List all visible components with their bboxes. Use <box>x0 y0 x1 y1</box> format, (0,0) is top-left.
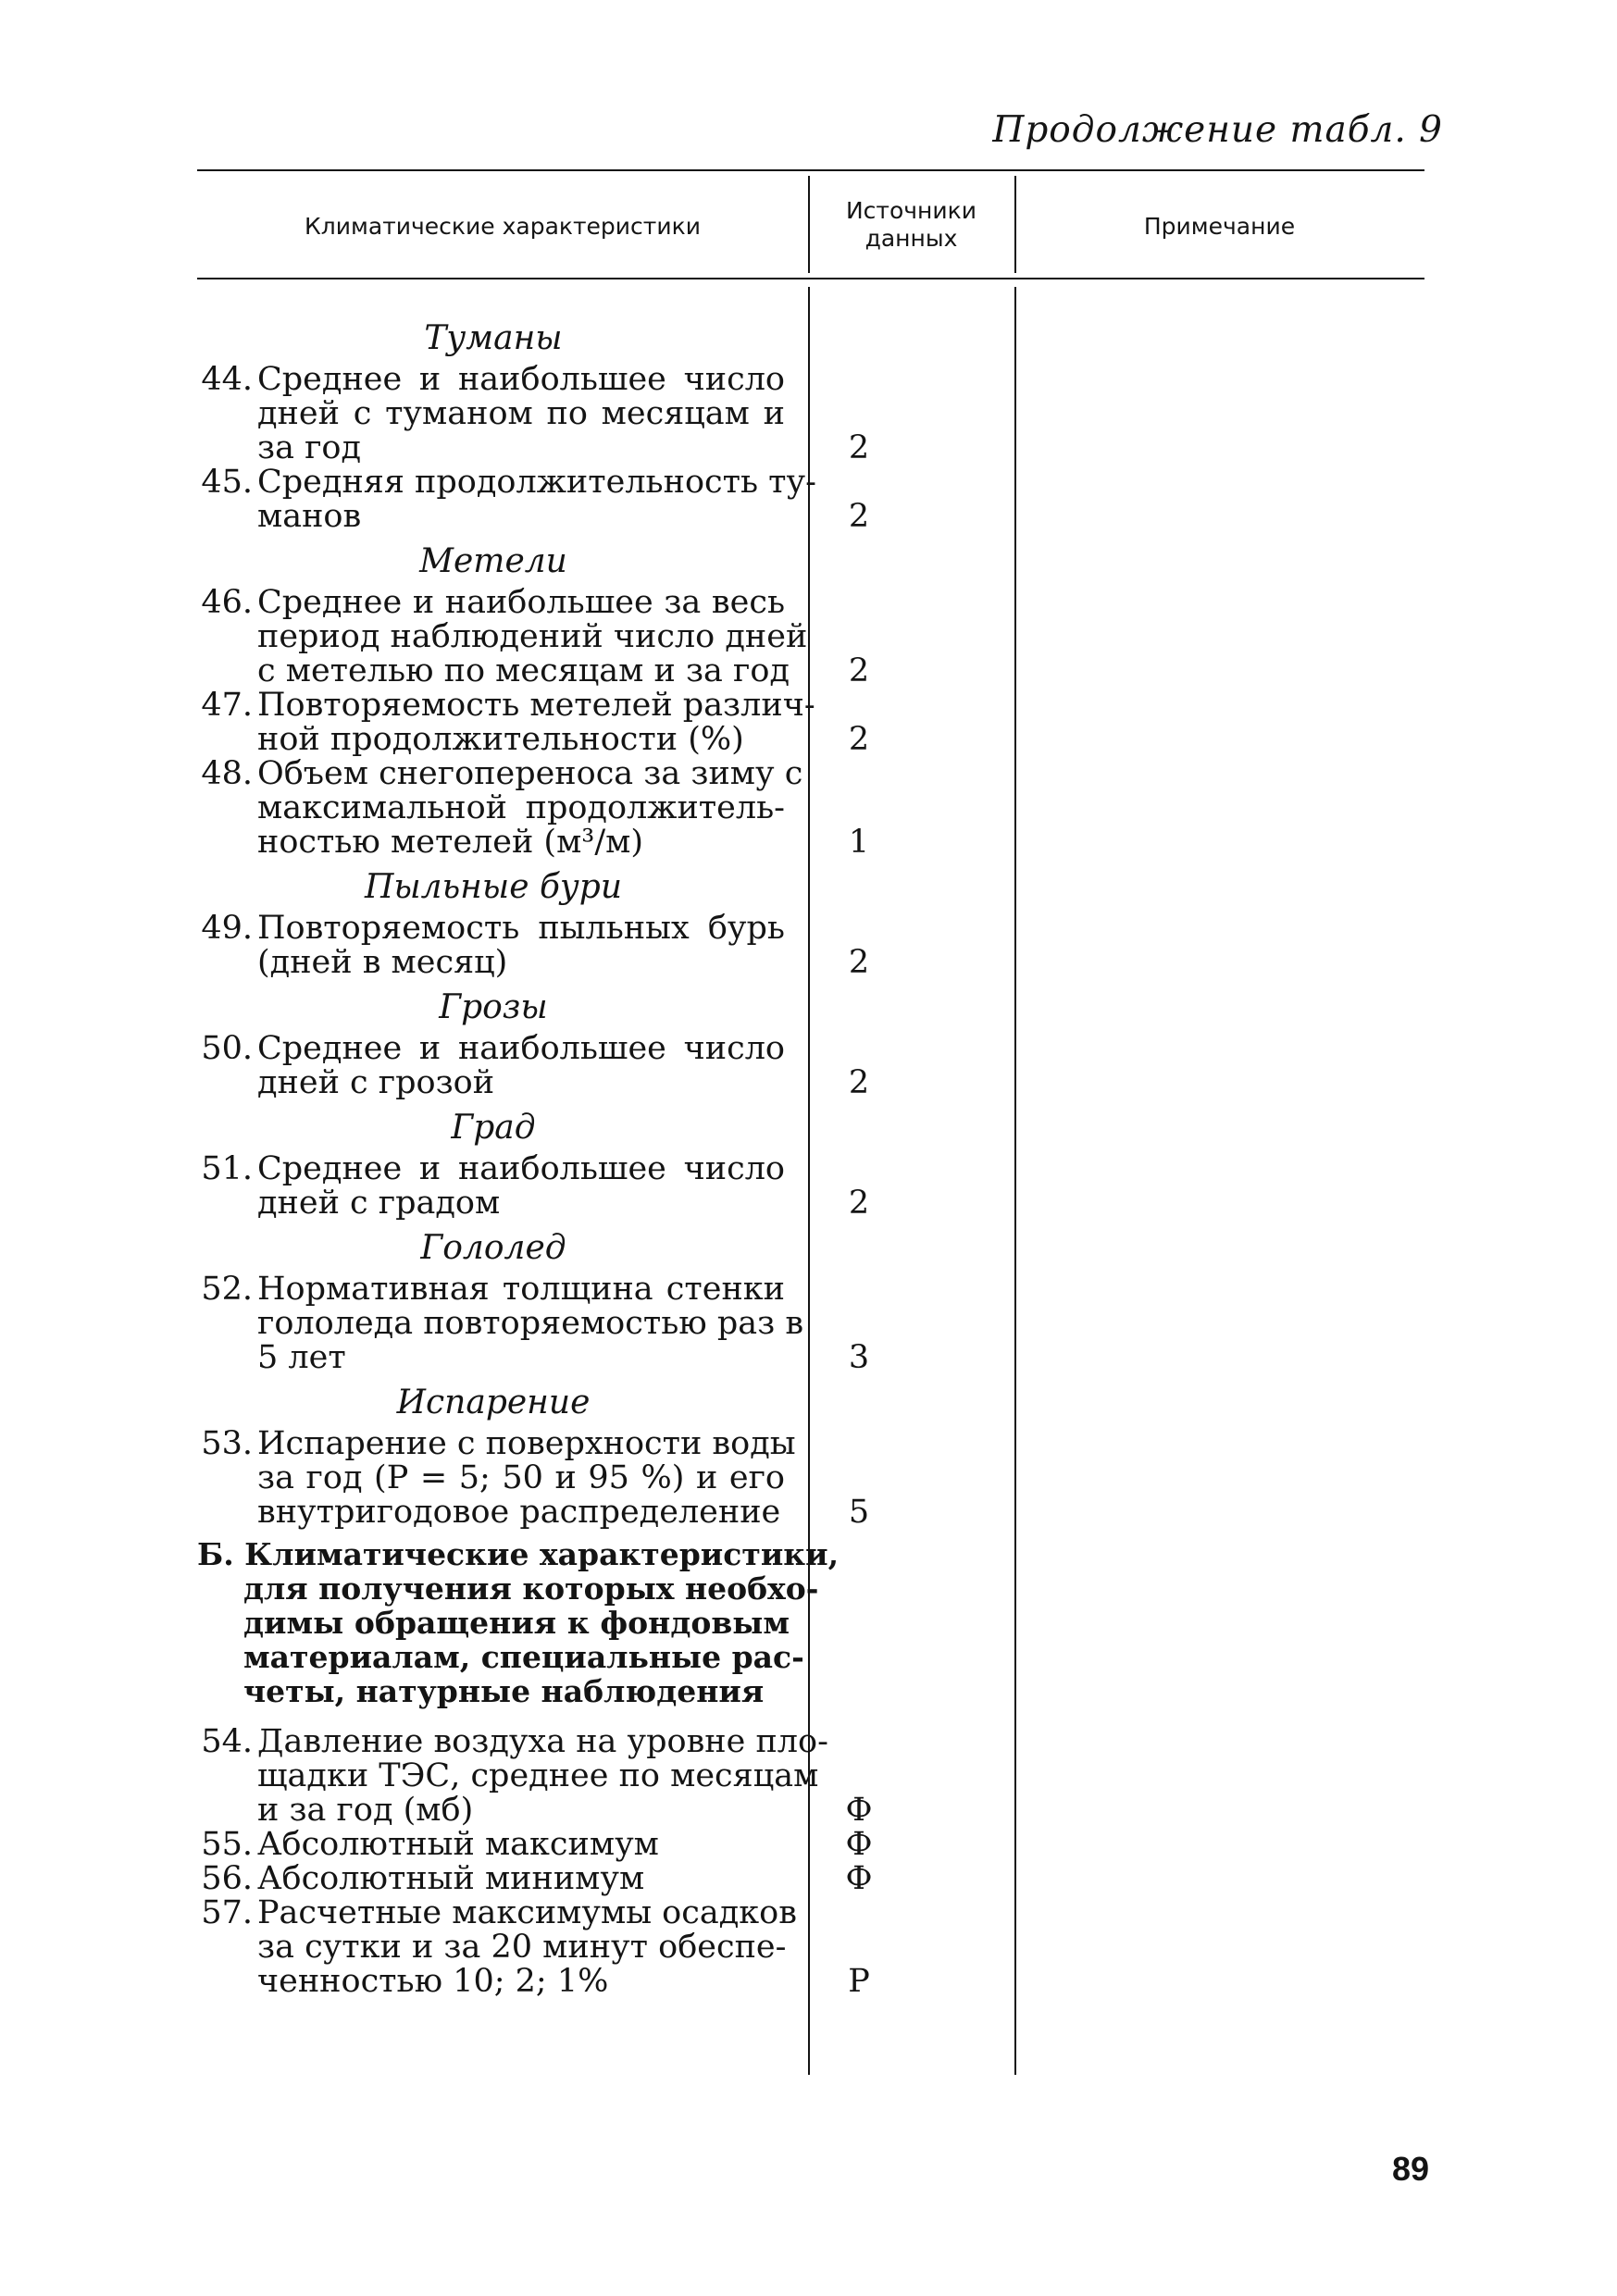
row-text <box>257 1862 785 1896</box>
row-source: Ф <box>845 1792 873 1829</box>
row-text-line: период наблюдений число дней <box>257 618 808 655</box>
table-row <box>197 757 1424 860</box>
table-row <box>197 1828 1424 1862</box>
row-text-line: Давление воздуха на уровне пло- <box>257 1723 828 1760</box>
row-source: Ф <box>845 1826 873 1863</box>
section-title-blizzards: Метели <box>419 542 567 580</box>
section-title-evaporation: Испарение <box>396 1384 591 1421</box>
row-text-line: (дней в месяц) <box>257 944 508 981</box>
header-data-sources <box>808 197 1014 253</box>
row-source: 5 <box>848 1494 870 1531</box>
table-row <box>197 465 1424 534</box>
row-text <box>257 464 816 535</box>
row-text-line: максимальной продолжитель- <box>257 789 785 826</box>
section-b-line: материалам, специальные рас- <box>243 1639 804 1675</box>
row-source: 2 <box>848 498 870 535</box>
section-b-line: для получения которых необхо- <box>243 1570 819 1607</box>
row-number: 46. <box>201 584 253 621</box>
page-number: 89 <box>1391 2150 1429 2188</box>
row-source: 2 <box>848 721 870 758</box>
row-text <box>257 1425 796 1531</box>
row-text <box>257 912 785 980</box>
row-text-line: Средняя продолжительность ту- <box>257 464 816 501</box>
row-text <box>257 1828 785 1862</box>
row-source: 2 <box>848 944 870 981</box>
row-text-line: Абсолютный минимум <box>257 1860 645 1897</box>
table-body <box>197 311 1424 1999</box>
section-title-hail: Град <box>451 1109 536 1147</box>
row-text <box>257 1032 785 1100</box>
row-text-line: ностью метелей (м³/м) <box>257 824 644 861</box>
row-number: 49. <box>201 910 253 947</box>
row-text <box>257 1723 828 1829</box>
table-row <box>197 1032 1424 1100</box>
header-climatic-characteristics: Климатические характеристики <box>305 213 701 240</box>
section-b-heading <box>197 1536 840 1709</box>
table-row <box>197 1427 1424 1530</box>
row-text <box>257 1152 785 1221</box>
row-text-line: Повторяемость пыльных бурь <box>257 910 785 947</box>
row-text-line: дней с грозой <box>257 1064 495 1101</box>
row-text-line: за год <box>257 429 362 466</box>
row-text <box>257 687 815 758</box>
section-b-line: димы обращения к фондовым <box>243 1605 790 1641</box>
row-text-line: Расчетные максимумы осадков <box>257 1894 797 1931</box>
table-top-rule <box>197 169 1424 171</box>
row-text <box>257 363 785 465</box>
row-text-line: манов <box>257 498 362 535</box>
row-text <box>257 1894 797 2000</box>
row-text-line: ченностью 10; 2; 1% <box>257 1963 609 2000</box>
row-text-line: за сутки и за 20 минут обеспе- <box>257 1929 787 1966</box>
row-source: Р <box>848 1963 870 2000</box>
row-text-line: Повторяемость метелей различ- <box>257 687 815 724</box>
table-row <box>197 1272 1424 1375</box>
row-text-line: гололеда повторяемостью раз в <box>257 1305 804 1342</box>
row-source: Ф <box>845 1860 873 1897</box>
row-text <box>257 1271 804 1376</box>
row-text <box>257 755 803 861</box>
row-source: 2 <box>848 652 870 689</box>
row-source: 1 <box>848 824 870 861</box>
row-source: 2 <box>848 1064 870 1101</box>
table-row <box>197 363 1424 465</box>
row-number: 52. <box>201 1271 253 1308</box>
row-text-line: Среднее и наибольшее число <box>257 1030 785 1067</box>
row-text-line: Объем снегопереноса за зиму с <box>257 755 803 792</box>
table-row <box>197 1725 1424 1828</box>
table-header-rule <box>197 278 1424 279</box>
row-number: 53. <box>201 1425 253 1462</box>
section-title-fog: Туманы <box>424 319 563 357</box>
row-source: 2 <box>848 429 870 466</box>
row-number: 47. <box>201 687 253 724</box>
header-note: Примечание <box>1143 213 1296 240</box>
row-number: 50. <box>201 1030 253 1067</box>
table-row <box>197 1896 1424 1999</box>
row-number: 44. <box>201 361 253 398</box>
header-data-sources-line2: данных <box>864 225 958 252</box>
row-text-line: щадки ТЭС, среднее по месяцам <box>257 1757 819 1794</box>
row-text-line: и за год (мб) <box>257 1792 474 1829</box>
row-number: 51. <box>201 1150 253 1187</box>
row-text-line: с метелью по месяцам и за год <box>257 652 790 689</box>
row-text-line: Абсолютный максимум <box>257 1826 659 1863</box>
section-title-ice: Гололед <box>420 1229 566 1267</box>
row-text-line: Среднее и наибольшее число <box>257 1150 785 1187</box>
row-number: 55. <box>201 1826 253 1863</box>
row-text-line: Среднее и наибольшее за весь <box>257 584 785 621</box>
row-text-line: внутригодовое распределение <box>257 1494 781 1531</box>
row-text-line: дней с туманом по месяцам и <box>257 395 785 432</box>
table-row <box>197 586 1424 689</box>
table-caption: Продолжение табл. 9 <box>992 109 1443 151</box>
row-text <box>257 584 808 689</box>
row-number: 48. <box>201 755 253 792</box>
row-text-line: ной продолжительности (%) <box>257 721 744 758</box>
row-source: 2 <box>848 1185 870 1222</box>
table-row <box>197 689 1424 757</box>
table-row <box>197 1862 1424 1896</box>
section-b-line: четы, натурные наблюдения <box>243 1673 765 1709</box>
header-data-sources-line1: Источники <box>845 197 976 224</box>
table-row <box>197 1152 1424 1221</box>
row-text-line: Нормативная толщина стенки <box>257 1271 785 1308</box>
row-text-line: дней с градом <box>257 1185 501 1222</box>
row-source: 3 <box>848 1339 870 1376</box>
row-text-line: за год (Р = 5; 50 и 95 %) и его <box>257 1459 785 1496</box>
section-b-line: Б. Климатические характеристики, <box>197 1536 840 1572</box>
table-row <box>197 912 1424 980</box>
row-text-line: Среднее и наибольшее число <box>257 361 785 398</box>
section-title-dust-storms: Пыльные бури <box>364 868 623 906</box>
row-number: 45. <box>201 464 253 501</box>
row-number: 57. <box>201 1894 253 1931</box>
row-text-line: Испарение с поверхности воды <box>257 1425 796 1462</box>
row-text-line: 5 лет <box>257 1339 346 1376</box>
section-title-thunderstorms: Грозы <box>439 988 548 1026</box>
row-number: 56. <box>201 1860 253 1897</box>
row-number: 54. <box>201 1723 253 1760</box>
